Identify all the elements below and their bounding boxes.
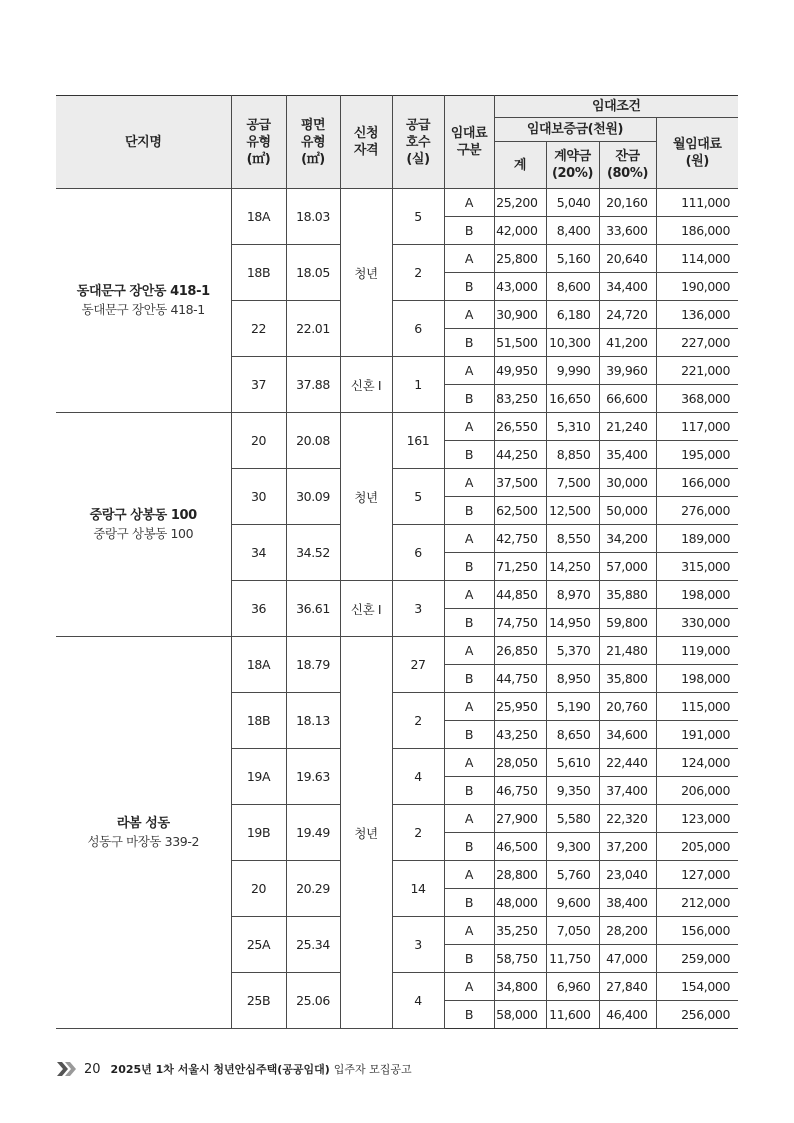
complex-address: 성동구 마장동 339-2	[87, 833, 200, 849]
rent-class-cell: B	[444, 441, 494, 469]
supply-type-cell: 19A	[231, 749, 286, 805]
supply-type-cell: 18A	[231, 637, 286, 693]
units-cell: 3	[392, 581, 444, 637]
monthly-rent-cell: 166,000	[656, 469, 738, 497]
balance-cell: 35,880	[599, 581, 656, 609]
area-type-cell: 36.61	[286, 581, 340, 637]
units-cell: 4	[392, 973, 444, 1029]
area-type-cell: 20.29	[286, 861, 340, 917]
monthly-rent-cell: 156,000	[656, 917, 738, 945]
monthly-rent-cell: 186,000	[656, 217, 738, 245]
monthly-rent-cell: 198,000	[656, 665, 738, 693]
double-chevron-right-icon	[56, 1061, 78, 1077]
rent-class-cell: B	[444, 721, 494, 749]
qualification-cell: 청년	[340, 189, 392, 357]
deposit-total-cell: 44,850	[494, 581, 546, 609]
balance-cell: 46,400	[599, 1001, 656, 1029]
deposit-total-cell: 58,750	[494, 945, 546, 973]
down-payment-cell: 6,180	[546, 301, 599, 329]
deposit-total-cell: 83,250	[494, 385, 546, 413]
monthly-rent-cell: 212,000	[656, 889, 738, 917]
supply-type-cell: 19B	[231, 805, 286, 861]
area-type-cell: 19.49	[286, 805, 340, 861]
units-cell: 6	[392, 525, 444, 581]
down-payment-cell: 8,400	[546, 217, 599, 245]
table-row	[56, 189, 738, 217]
header-balance: 잔금 (80%)	[599, 142, 656, 189]
rent-class-cell: B	[444, 497, 494, 525]
supply-type-cell: 20	[231, 861, 286, 917]
down-payment-cell: 8,950	[546, 665, 599, 693]
deposit-total-cell: 62,500	[494, 497, 546, 525]
complex-name: 동대문구 장안동 418-1	[76, 283, 210, 299]
monthly-rent-cell: 123,000	[656, 805, 738, 833]
area-type-cell: 18.13	[286, 693, 340, 749]
balance-cell: 39,960	[599, 357, 656, 385]
supply-type-cell: 34	[231, 525, 286, 581]
units-cell: 6	[392, 301, 444, 357]
down-payment-cell: 9,990	[546, 357, 599, 385]
area-type-cell: 18.05	[286, 245, 340, 301]
monthly-rent-cell: 221,000	[656, 357, 738, 385]
rent-class-cell: A	[444, 413, 494, 441]
balance-cell: 20,160	[599, 189, 656, 217]
down-payment-cell: 5,040	[546, 189, 599, 217]
monthly-rent-cell: 315,000	[656, 553, 738, 581]
monthly-rent-cell: 154,000	[656, 973, 738, 1001]
area-type-cell: 34.52	[286, 525, 340, 581]
deposit-total-cell: 74,750	[494, 609, 546, 637]
monthly-rent-cell: 276,000	[656, 497, 738, 525]
monthly-rent-cell: 127,000	[656, 861, 738, 889]
supply-type-cell: 18A	[231, 189, 286, 245]
deposit-total-cell: 44,750	[494, 665, 546, 693]
header-units: 공급 호수 (실)	[392, 96, 444, 189]
rent-class-cell: A	[444, 189, 494, 217]
monthly-rent-cell: 227,000	[656, 329, 738, 357]
down-payment-cell: 5,310	[546, 413, 599, 441]
area-type-cell: 25.34	[286, 917, 340, 973]
monthly-rent-cell: 124,000	[656, 749, 738, 777]
rent-class-cell: B	[444, 889, 494, 917]
down-payment-cell: 5,160	[546, 245, 599, 273]
units-cell: 5	[392, 469, 444, 525]
area-type-cell: 37.88	[286, 357, 340, 413]
deposit-total-cell: 30,900	[494, 301, 546, 329]
down-payment-cell: 8,550	[546, 525, 599, 553]
rent-class-cell: B	[444, 329, 494, 357]
balance-cell: 34,200	[599, 525, 656, 553]
balance-cell: 27,840	[599, 973, 656, 1001]
down-payment-cell: 9,300	[546, 833, 599, 861]
rent-class-cell: B	[444, 1001, 494, 1029]
complex-address: 동대문구 장안동 418-1	[81, 301, 205, 317]
units-cell: 2	[392, 805, 444, 861]
down-payment-cell: 6,960	[546, 973, 599, 1001]
complex-cell	[56, 637, 231, 1029]
rent-class-cell: A	[444, 749, 494, 777]
units-cell: 1	[392, 357, 444, 413]
header-rent-class: 임대료 구분	[444, 96, 494, 189]
down-payment-cell: 5,610	[546, 749, 599, 777]
qualification-cell: 청년	[340, 637, 392, 1029]
header-area-type: 평면 유형 (㎡)	[286, 96, 340, 189]
monthly-rent-cell: 195,000	[656, 441, 738, 469]
monthly-rent-cell: 206,000	[656, 777, 738, 805]
qualification-cell: 청년	[340, 413, 392, 581]
balance-cell: 38,400	[599, 889, 656, 917]
complex-cell	[56, 189, 231, 413]
rent-class-cell: B	[444, 385, 494, 413]
units-cell: 3	[392, 917, 444, 973]
deposit-total-cell: 28,050	[494, 749, 546, 777]
units-cell: 161	[392, 413, 444, 469]
rent-class-cell: B	[444, 665, 494, 693]
rent-class-cell: B	[444, 217, 494, 245]
complex-name: 중랑구 상봉동 100	[89, 507, 197, 523]
footer-subtitle: 입주자 모집공고	[333, 1063, 412, 1076]
supply-type-cell: 37	[231, 357, 286, 413]
monthly-rent-cell: 119,000	[656, 637, 738, 665]
balance-cell: 66,600	[599, 385, 656, 413]
deposit-total-cell: 37,500	[494, 469, 546, 497]
monthly-rent-cell: 136,000	[656, 301, 738, 329]
down-payment-cell: 10,300	[546, 329, 599, 357]
deposit-total-cell: 44,250	[494, 441, 546, 469]
rent-class-cell: B	[444, 609, 494, 637]
rent-class-cell: A	[444, 525, 494, 553]
down-payment-cell: 14,250	[546, 553, 599, 581]
header-deposit: 임대보증금(천원)	[494, 118, 656, 142]
down-payment-cell: 11,750	[546, 945, 599, 973]
balance-cell: 23,040	[599, 861, 656, 889]
rent-class-cell: B	[444, 833, 494, 861]
monthly-rent-cell: 256,000	[656, 1001, 738, 1029]
down-payment-cell: 5,580	[546, 805, 599, 833]
balance-cell: 35,800	[599, 665, 656, 693]
header-complex: 단지명	[56, 96, 231, 189]
rent-class-cell: A	[444, 581, 494, 609]
balance-cell: 41,200	[599, 329, 656, 357]
units-cell: 2	[392, 693, 444, 749]
monthly-rent-cell: 111,000	[656, 189, 738, 217]
area-type-cell: 30.09	[286, 469, 340, 525]
area-type-cell: 18.03	[286, 189, 340, 245]
down-payment-cell: 8,600	[546, 273, 599, 301]
balance-cell: 37,400	[599, 777, 656, 805]
deposit-total-cell: 51,500	[494, 329, 546, 357]
rental-conditions-table	[56, 95, 738, 1029]
deposit-total-cell: 26,850	[494, 637, 546, 665]
supply-type-cell: 18B	[231, 693, 286, 749]
area-type-cell: 22.01	[286, 301, 340, 357]
monthly-rent-cell: 189,000	[656, 525, 738, 553]
rent-class-cell: A	[444, 245, 494, 273]
balance-cell: 22,440	[599, 749, 656, 777]
units-cell: 14	[392, 861, 444, 917]
deposit-total-cell: 46,500	[494, 833, 546, 861]
header-conditions: 임대조건	[494, 96, 738, 118]
monthly-rent-cell: 114,000	[656, 245, 738, 273]
supply-type-cell: 25B	[231, 973, 286, 1029]
balance-cell: 28,200	[599, 917, 656, 945]
down-payment-cell: 8,970	[546, 581, 599, 609]
monthly-rent-cell: 368,000	[656, 385, 738, 413]
balance-cell: 22,320	[599, 805, 656, 833]
supply-type-cell: 22	[231, 301, 286, 357]
deposit-total-cell: 49,950	[494, 357, 546, 385]
balance-cell: 57,000	[599, 553, 656, 581]
rent-class-cell: A	[444, 973, 494, 1001]
down-payment-cell: 12,500	[546, 497, 599, 525]
balance-cell: 20,640	[599, 245, 656, 273]
page-number: 20	[84, 1061, 101, 1077]
deposit-total-cell: 48,000	[494, 889, 546, 917]
header-monthly-rent: 월임대료 (원)	[656, 118, 738, 189]
complex-name: 라봄 성동	[116, 815, 170, 831]
deposit-total-cell: 34,800	[494, 973, 546, 1001]
down-payment-cell: 14,950	[546, 609, 599, 637]
units-cell: 2	[392, 245, 444, 301]
down-payment-cell: 5,370	[546, 637, 599, 665]
rent-class-cell: A	[444, 805, 494, 833]
monthly-rent-cell: 190,000	[656, 273, 738, 301]
balance-cell: 33,600	[599, 217, 656, 245]
area-type-cell: 19.63	[286, 749, 340, 805]
area-type-cell: 20.08	[286, 413, 340, 469]
rent-class-cell: B	[444, 777, 494, 805]
deposit-total-cell: 28,800	[494, 861, 546, 889]
balance-cell: 47,000	[599, 945, 656, 973]
balance-cell: 37,200	[599, 833, 656, 861]
rent-class-cell: A	[444, 301, 494, 329]
rent-class-cell: A	[444, 357, 494, 385]
supply-type-cell: 25A	[231, 917, 286, 973]
qualification-cell: 신혼 I	[340, 357, 392, 413]
down-payment-cell: 8,650	[546, 721, 599, 749]
deposit-total-cell: 25,950	[494, 693, 546, 721]
down-payment-cell: 7,050	[546, 917, 599, 945]
balance-cell: 59,800	[599, 609, 656, 637]
monthly-rent-cell: 205,000	[656, 833, 738, 861]
deposit-total-cell: 25,200	[494, 189, 546, 217]
balance-cell: 24,720	[599, 301, 656, 329]
deposit-total-cell: 46,750	[494, 777, 546, 805]
deposit-total-cell: 42,750	[494, 525, 546, 553]
deposit-total-cell: 58,000	[494, 1001, 546, 1029]
deposit-total-cell: 25,800	[494, 245, 546, 273]
down-payment-cell: 9,350	[546, 777, 599, 805]
down-payment-cell: 16,650	[546, 385, 599, 413]
rent-class-cell: A	[444, 469, 494, 497]
units-cell: 5	[392, 189, 444, 245]
table-header	[56, 96, 738, 189]
table-row	[56, 637, 738, 665]
deposit-total-cell: 35,250	[494, 917, 546, 945]
complex-address: 중랑구 상봉동 100	[93, 525, 194, 541]
deposit-total-cell: 42,000	[494, 217, 546, 245]
monthly-rent-cell: 259,000	[656, 945, 738, 973]
balance-cell: 21,480	[599, 637, 656, 665]
monthly-rent-cell: 191,000	[656, 721, 738, 749]
supply-type-cell: 36	[231, 581, 286, 637]
balance-cell: 34,400	[599, 273, 656, 301]
down-payment-cell: 7,500	[546, 469, 599, 497]
qualification-cell: 신혼 I	[340, 581, 392, 637]
table-row	[56, 413, 738, 441]
page-footer	[56, 1060, 412, 1078]
deposit-total-cell: 71,250	[494, 553, 546, 581]
balance-cell: 35,400	[599, 441, 656, 469]
supply-type-cell: 20	[231, 413, 286, 469]
header-total: 계	[494, 142, 546, 189]
down-payment-cell: 5,190	[546, 693, 599, 721]
rent-class-cell: A	[444, 693, 494, 721]
monthly-rent-cell: 117,000	[656, 413, 738, 441]
rent-class-cell: A	[444, 917, 494, 945]
area-type-cell: 18.79	[286, 637, 340, 693]
rent-class-cell: B	[444, 945, 494, 973]
monthly-rent-cell: 330,000	[656, 609, 738, 637]
balance-cell: 20,760	[599, 693, 656, 721]
supply-type-cell: 30	[231, 469, 286, 525]
down-payment-cell: 5,760	[546, 861, 599, 889]
down-payment-cell: 11,600	[546, 1001, 599, 1029]
monthly-rent-cell: 198,000	[656, 581, 738, 609]
complex-cell	[56, 413, 231, 637]
deposit-total-cell: 27,900	[494, 805, 546, 833]
rent-class-cell: B	[444, 273, 494, 301]
balance-cell: 30,000	[599, 469, 656, 497]
down-payment-cell: 8,850	[546, 441, 599, 469]
monthly-rent-cell: 115,000	[656, 693, 738, 721]
rent-class-cell: B	[444, 553, 494, 581]
supply-type-cell: 18B	[231, 245, 286, 301]
units-cell: 4	[392, 749, 444, 805]
deposit-total-cell: 43,000	[494, 273, 546, 301]
header-down-payment: 계약금 (20%)	[546, 142, 599, 189]
units-cell: 27	[392, 637, 444, 693]
balance-cell: 34,600	[599, 721, 656, 749]
balance-cell: 21,240	[599, 413, 656, 441]
deposit-total-cell: 43,250	[494, 721, 546, 749]
table-body	[56, 189, 738, 1029]
header-supply-type: 공급 유형 (㎡)	[231, 96, 286, 189]
footer-title: 2025년 1차 서울시 청년안심주택(공공임대)	[110, 1063, 330, 1076]
area-type-cell: 25.06	[286, 973, 340, 1029]
rent-class-cell: A	[444, 861, 494, 889]
balance-cell: 50,000	[599, 497, 656, 525]
header-qualification: 신청 자격	[340, 96, 392, 189]
rent-class-cell: A	[444, 637, 494, 665]
deposit-total-cell: 26,550	[494, 413, 546, 441]
down-payment-cell: 9,600	[546, 889, 599, 917]
